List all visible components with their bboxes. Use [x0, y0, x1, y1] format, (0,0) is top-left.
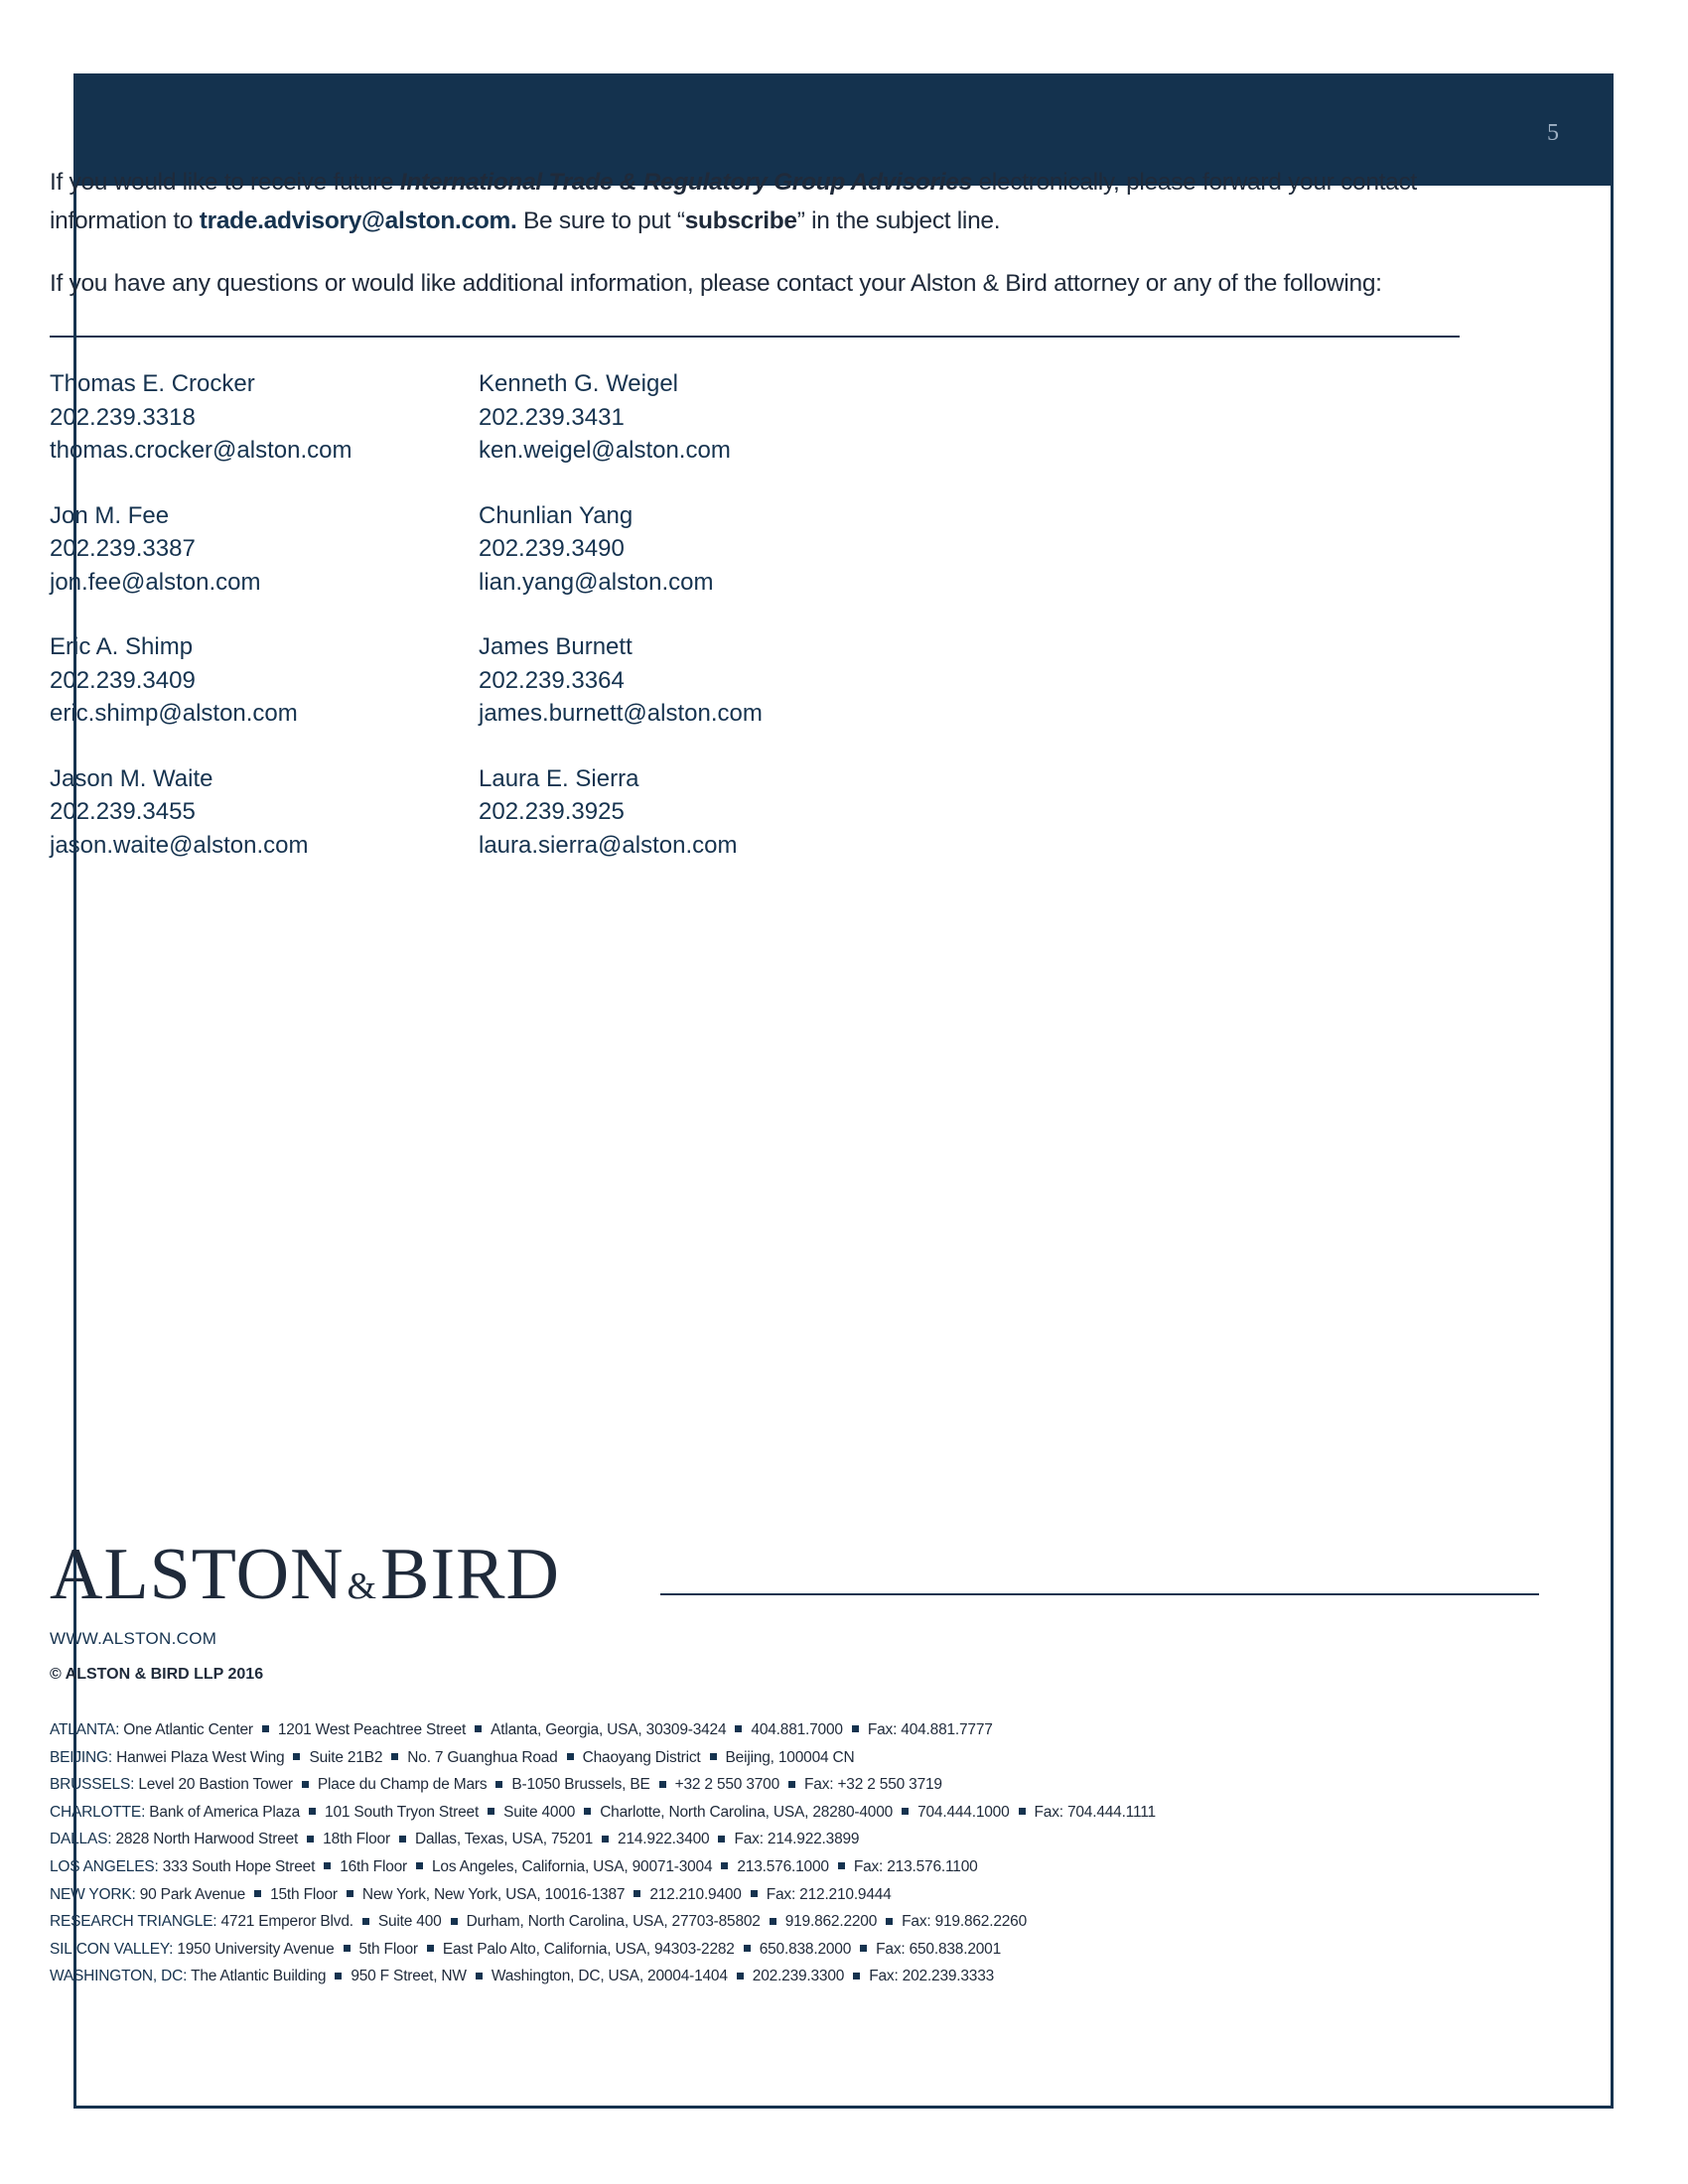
bullet-separator: [838, 1862, 845, 1869]
bullet-separator: [362, 1918, 369, 1925]
contact-card: [50, 367, 479, 468]
office-detail: One Atlantic Center: [123, 1721, 253, 1738]
bullet-separator: [309, 1808, 316, 1815]
office-detail: 404.881.7000: [751, 1721, 843, 1738]
bullet-separator: [416, 1862, 423, 1869]
contact-card: [479, 630, 908, 731]
office-detail: Suite 21B2: [309, 1748, 383, 1766]
office-detail: Hanwei Plaza West Wing: [116, 1748, 285, 1766]
office-detail: Fax: 213.576.1100: [853, 1857, 978, 1875]
office-detail: 214.922.3400: [618, 1831, 710, 1848]
bullet-separator: [475, 1725, 482, 1732]
bullet-separator: [737, 1973, 744, 1979]
contact-email[interactable]: james.burnett@alston.com: [479, 700, 763, 727]
bullet-separator: [735, 1725, 742, 1732]
office-detail: Fax: 404.881.7777: [867, 1721, 993, 1738]
firm-logo: ALSTON&BIRD: [50, 1534, 560, 1615]
contact-card: [50, 499, 479, 600]
bullet-separator: [751, 1890, 758, 1897]
logo-rule: [660, 1593, 1539, 1595]
office-city: BRUSSELS:: [50, 1776, 139, 1794]
office-detail: East Palo Alto, California, USA, 94303-2282: [442, 1940, 735, 1958]
office-line: [50, 1716, 1489, 1744]
office-detail: 2828 North Harwood Street: [115, 1831, 299, 1848]
office-detail: The Atlantic Building: [191, 1968, 327, 1985]
office-city: RESEARCH TRIANGLE:: [50, 1913, 221, 1931]
office-detail: 950 F Street, NW: [351, 1968, 467, 1985]
contact-name: Thomas E. Crocker: [50, 370, 255, 397]
office-detail: Bank of America Plaza: [149, 1803, 301, 1821]
office-detail: 650.838.2000: [759, 1940, 852, 1958]
bullet-separator: [633, 1890, 640, 1897]
office-detail: Los Angeles, California, USA, 90071-3004: [432, 1857, 713, 1875]
office-detail: Atlanta, Georgia, USA, 30309-3424: [491, 1721, 727, 1738]
contact-email[interactable]: eric.shimp@alston.com: [50, 700, 298, 727]
office-city: NEW YORK:: [50, 1885, 140, 1903]
contact-email[interactable]: laura.sierra@alston.com: [479, 831, 738, 859]
contact-card: [479, 762, 908, 863]
subscribe-paragraph: If you would like to receive future International Trade & Regulatory Group Advisories electronically, please forward your contact information to trade.advisory@alston.com. Be sure to put “subscribe” in the subject line.: [50, 169, 1417, 234]
bullet-separator: [853, 1973, 860, 1979]
contact-phone[interactable]: 202.239.3409: [50, 666, 196, 694]
office-detail: Fax: 919.862.2260: [902, 1913, 1028, 1931]
office-city: LOS ANGELES:: [50, 1857, 163, 1875]
office-detail: B-1050 Brussels, BE: [511, 1776, 650, 1794]
bullet-separator: [852, 1725, 859, 1732]
subscribe-keyword: subscribe: [684, 207, 797, 234]
office-detail: Beijing, 100004 CN: [725, 1748, 855, 1766]
contact-email[interactable]: lian.yang@alston.com: [479, 568, 714, 596]
contact-name: Kenneth G. Weigel: [479, 370, 679, 397]
office-detail: 16th Floor: [340, 1857, 407, 1875]
office-city: DALLAS:: [50, 1831, 116, 1848]
copyright: © ALSTON & BIRD LLP 2016: [50, 1666, 264, 1683]
contact-name: Laura E. Sierra: [479, 764, 639, 792]
bullet-separator: [744, 1945, 751, 1952]
contact-card: [479, 367, 908, 468]
bullet-separator: [1019, 1808, 1026, 1815]
office-list: [50, 1716, 1489, 1990]
contact-email[interactable]: thomas.crocker@alston.com: [50, 437, 352, 464]
contact-card: [50, 630, 479, 731]
website-link[interactable]: WWW.ALSTON.COM: [50, 1629, 217, 1648]
bullet-separator: [770, 1918, 776, 1925]
office-city: BEIJING:: [50, 1748, 117, 1766]
bullet-separator: [902, 1808, 909, 1815]
office-detail: Fax: 212.210.9444: [766, 1885, 892, 1903]
office-city: CHARLOTTE:: [50, 1803, 150, 1821]
office-detail: Place du Champ de Mars: [317, 1776, 488, 1794]
bullet-separator: [451, 1918, 458, 1925]
office-detail: Fax: 202.239.3333: [869, 1968, 995, 1985]
contact-email[interactable]: jon.fee@alston.com: [50, 568, 261, 596]
office-line: [50, 1881, 1489, 1909]
office-detail: Durham, North Carolina, USA, 27703-85802: [466, 1913, 761, 1931]
contact-card: [479, 499, 908, 600]
office-detail: 212.210.9400: [649, 1885, 742, 1903]
bullet-separator: [324, 1862, 331, 1869]
bullet-separator: [788, 1781, 795, 1788]
office-detail: Washington, DC, USA, 20004-1404: [491, 1968, 728, 1985]
contact-name: Jon M. Fee: [50, 501, 170, 529]
office-detail: +32 2 550 3700: [674, 1776, 779, 1794]
office-line: [50, 1771, 1489, 1799]
contact-name: James Burnett: [479, 633, 633, 660]
office-detail: Chaoyang District: [582, 1748, 701, 1766]
office-detail: 202.239.3300: [752, 1968, 845, 1985]
office-detail: 5th Floor: [358, 1940, 418, 1958]
office-detail: Dallas, Texas, USA, 75201: [414, 1831, 594, 1848]
bullet-separator: [427, 1945, 434, 1952]
office-detail: 704.444.1000: [917, 1803, 1010, 1821]
contact-email[interactable]: jason.waite@alston.com: [50, 831, 309, 859]
office-line: [50, 1799, 1489, 1827]
contact-list: [50, 367, 943, 862]
contact-email[interactable]: ken.weigel@alston.com: [479, 437, 731, 464]
bullet-separator: [710, 1753, 717, 1760]
office-line: [50, 1744, 1489, 1772]
office-detail: 919.862.2200: [784, 1913, 878, 1931]
bullet-separator: [602, 1836, 609, 1843]
office-detail: Fax: 704.444.1111: [1034, 1803, 1156, 1821]
bullet-separator: [718, 1836, 725, 1843]
office-line: [50, 1826, 1489, 1853]
contact-phone[interactable]: 202.239.3387: [50, 535, 196, 562]
contact-name: Jason M. Waite: [50, 764, 213, 792]
office-detail: Fax: 650.838.2001: [876, 1940, 1002, 1958]
contact-card: [50, 762, 479, 863]
advisory-email-link[interactable]: trade.advisory@alston.com.: [199, 207, 517, 234]
office-line: [50, 1853, 1489, 1881]
office-detail: Fax: +32 2 550 3719: [804, 1776, 942, 1794]
office-city: SILICON VALLEY:: [50, 1940, 178, 1958]
bullet-separator: [584, 1808, 591, 1815]
bullet-separator: [347, 1890, 353, 1897]
contact-phone[interactable]: 202.239.3490: [479, 535, 625, 562]
office-detail: New York, New York, USA, 10016-1387: [361, 1885, 626, 1903]
bullet-separator: [391, 1753, 398, 1760]
office-detail: Suite 4000: [503, 1803, 576, 1821]
office-line: [50, 1936, 1489, 1964]
intro-text: [50, 163, 1499, 303]
contact-name: Eric A. Shimp: [50, 633, 194, 660]
contact-phone[interactable]: 202.239.3925: [479, 798, 625, 825]
bullet-separator: [262, 1725, 269, 1732]
office-detail: 90 Park Avenue: [139, 1885, 246, 1903]
bullet-separator: [335, 1973, 342, 1979]
office-city: WASHINGTON, DC:: [50, 1968, 192, 1985]
contact-paragraph: If you have any questions or would like additional information, please contact your Alston & Bird attorney or any of the following:: [50, 270, 1382, 297]
bullet-separator: [495, 1781, 502, 1788]
contact-phone[interactable]: 202.239.3364: [479, 666, 625, 694]
office-detail: Level 20 Bastion Tower: [138, 1776, 293, 1794]
office-detail: 101 South Tryon Street: [325, 1803, 480, 1821]
bullet-separator: [721, 1862, 728, 1869]
bullet-separator: [307, 1836, 314, 1843]
bullet-separator: [399, 1836, 406, 1843]
footer-logo-row: [50, 1535, 1499, 1614]
office-detail: 15th Floor: [270, 1885, 338, 1903]
office-detail: No. 7 Guanghua Road: [407, 1748, 558, 1766]
bullet-separator: [860, 1945, 867, 1952]
office-line: [50, 1908, 1489, 1936]
office-detail: 4721 Emperor Blvd.: [220, 1913, 353, 1931]
bullet-separator: [293, 1753, 300, 1760]
bullet-separator: [567, 1753, 574, 1760]
office-line: [50, 1963, 1489, 1990]
contact-phone[interactable]: 202.239.3318: [50, 403, 196, 431]
office-detail: Fax: 214.922.3899: [734, 1831, 860, 1848]
bullet-separator: [476, 1973, 483, 1979]
office-city: ATLANTA:: [50, 1721, 124, 1738]
advisory-title: International Trade & Regulatory Group Advisories: [399, 169, 972, 196]
contact-phone[interactable]: 202.239.3455: [50, 798, 196, 825]
contact-name: Chunlian Yang: [479, 501, 633, 529]
page-number: 5: [1547, 120, 1559, 146]
bullet-separator: [302, 1781, 309, 1788]
bullet-separator: [344, 1945, 351, 1952]
office-detail: 333 South Hope Street: [162, 1857, 316, 1875]
bullet-separator: [254, 1890, 261, 1897]
office-detail: Suite 400: [377, 1913, 442, 1931]
bullet-separator: [659, 1781, 666, 1788]
office-detail: Charlotte, North Carolina, USA, 28280-4000: [600, 1803, 894, 1821]
bullet-separator: [886, 1918, 893, 1925]
office-detail: 213.576.1000: [737, 1857, 829, 1875]
contact-phone[interactable]: 202.239.3431: [479, 403, 625, 431]
office-detail: 1201 West Peachtree Street: [277, 1721, 467, 1738]
bullet-separator: [488, 1808, 494, 1815]
office-detail: 18th Floor: [323, 1831, 390, 1848]
office-detail: 1950 University Avenue: [177, 1940, 335, 1958]
section-divider: [50, 336, 1460, 338]
